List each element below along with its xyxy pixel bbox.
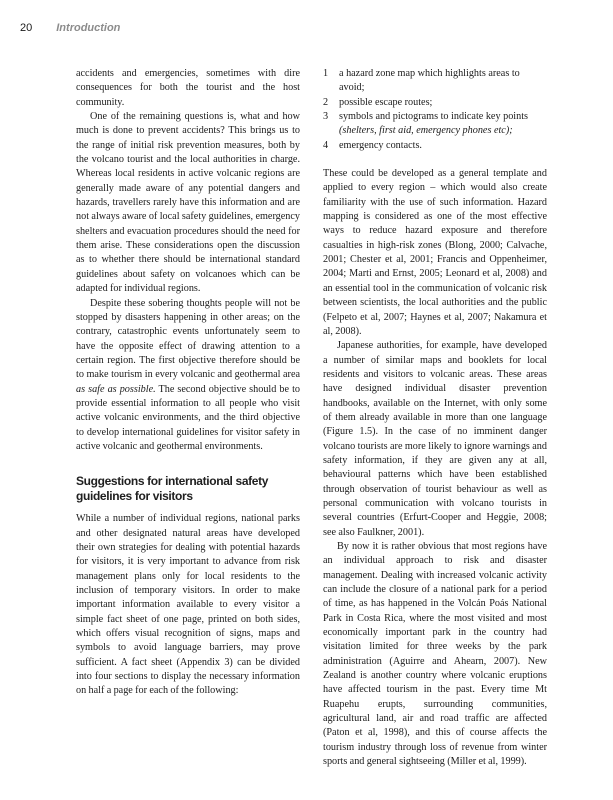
left-paragraph-1: accidents and emergencies, sometimes with dire consequences for both the tourist and the host community. [76, 68, 300, 108]
list-item-number: 4 [323, 139, 329, 151]
right-paragraph-2: Japanese authorities, for example, have developed a number of similar maps and booklets for local residents and visitors to volcanic areas. These areas have designed individual disaster prevention handbooks, available on the Internet, with only some of them already available in more than one language (Figure 1.5). In the case of no imminent danger volcano tourists are more likely to ignore warnings and safety information, if they are given any at all, behavioural patterns which have been established through observation of tourist behaviour as well as personal communication with volcano tourists in several countries (Erfurt-Cooper and Heggie, 2008; see also Faulkner, 2001). [323, 340, 547, 538]
list-item-text: possible escape routes; [339, 96, 433, 108]
left-paragraph-3-text-b: The second objective should be to provide essential information to all people who visit active volcanic environments, and the third objective to develop international guidelines for visitor safety in active volcanic and geothermal environments. [76, 383, 300, 452]
running-head: Introduction [56, 22, 121, 34]
left-paragraph-3-text-a: Despite these sobering thoughts people will not be stopped by disasters happening in other areas; on the contrary, catastrophic events unfortunately seem to have the opposite effect of drawing attention to a certain region. The first objective therefore should be to make tourism in every volcanic and geothermal area [76, 297, 300, 381]
right-paragraph-1: These could be developed as a general template and applied to every region – which would also create familiarity with the use of such information. Hazard mapping is considered as one of the most effective ways to reduce hazard exposure and therefore casualties in high-risk zones (Blong, 2000; Calvache, 2001; Chester et al, 2001; Francis and Oppenheimer, 2004; Marti and Ernst, 2005; Leonard et al, 2008) and an essential tool in the communication of volcanic risk between scientists, the local authorities and the public (Felpeto et al, 2007; Haynes et al, 2007; Nakamura et al, 2008). [323, 168, 547, 337]
list-item-text: symbols and pictograms to indicate key points [339, 111, 529, 123]
page-number: 20 [20, 22, 33, 34]
right-column [323, 67, 547, 770]
list-item [323, 110, 547, 139]
page-header [20, 20, 120, 36]
section-heading: Suggestions for international safety guidelines for visitors [76, 474, 269, 504]
list-item-number: 1 [323, 68, 329, 79]
left-column [76, 67, 300, 699]
list-item-text: emergency contacts. [339, 139, 422, 151]
right-paragraph-3: By now it is rather obvious that most regions have an individual approach to risk and disaster management. Dealing with increased volcanic activity can include the closure of a national park for a period of time, as has happened in the Volcán Poás National Park in Costa Rica, where the most visited and most economically important park in the country had visitation limited for three weeks by the park administration (Aguirre and Ahearn, 2007). New Zealand is another country where volcanic eruptions have affected tourism in the past. Every time Mt Ruapehu erupts, surrounding communities, agricultural land, air and road traffic are affected (Paton et al, 1998), and this of course affects the tourism industry through loss of revenue from winter sports and general sightseeing (Miller et al, 1999). [323, 541, 547, 768]
left-paragraph-4: While a number of individual regions, national parks and other designated natural areas have developed their own strategies for dealing with potential hazards for visitors, it is very important to advance from risk management plans only for local residents to the inclusion of temporary visitors. In order to make important information available to every visitor a simple fact sheet of one page, printed on both sides, which offers visual recognition of signs, maps and symbols to avoid language barriers, may prove sufficient. A fact sheet (Appendix 3) can be divided into four sections to display the necessary information on half a page for each of the following: [76, 513, 300, 697]
left-paragraph-2: One of the remaining questions is, what and how much is done to prevent accidents? This brings us to the range of initial risk prevention measures, both by the volcano tourist and the local authorities in charge. Whereas local residents in active volcanic regions are generally made aware of any potential dangers and hazards, travellers rarely have this information and are not always aware of local safety guidelines, emergency shelters and evacuation procedures should the need for them arise. These considerations open the discussion as to whether there should be international standard guidelines about safety on volcanoes which can be adapted for individual regions. [76, 111, 300, 295]
numbered-list [323, 67, 547, 153]
list-item-number: 2 [323, 96, 329, 108]
list-item-text: a hazard zone map which highlights areas to avoid; [339, 68, 520, 94]
list-item-number: 3 [323, 111, 329, 123]
left-paragraph-3-emphasis: as safe as possible. [76, 383, 156, 395]
list-item-emphasis: (shelters, first aid, emergency phones etc); [339, 125, 513, 137]
list-item [323, 96, 547, 110]
list-item-text-group [339, 110, 547, 139]
list-item [323, 139, 547, 153]
list-item [323, 67, 547, 96]
left-paragraph-3 [76, 297, 300, 455]
